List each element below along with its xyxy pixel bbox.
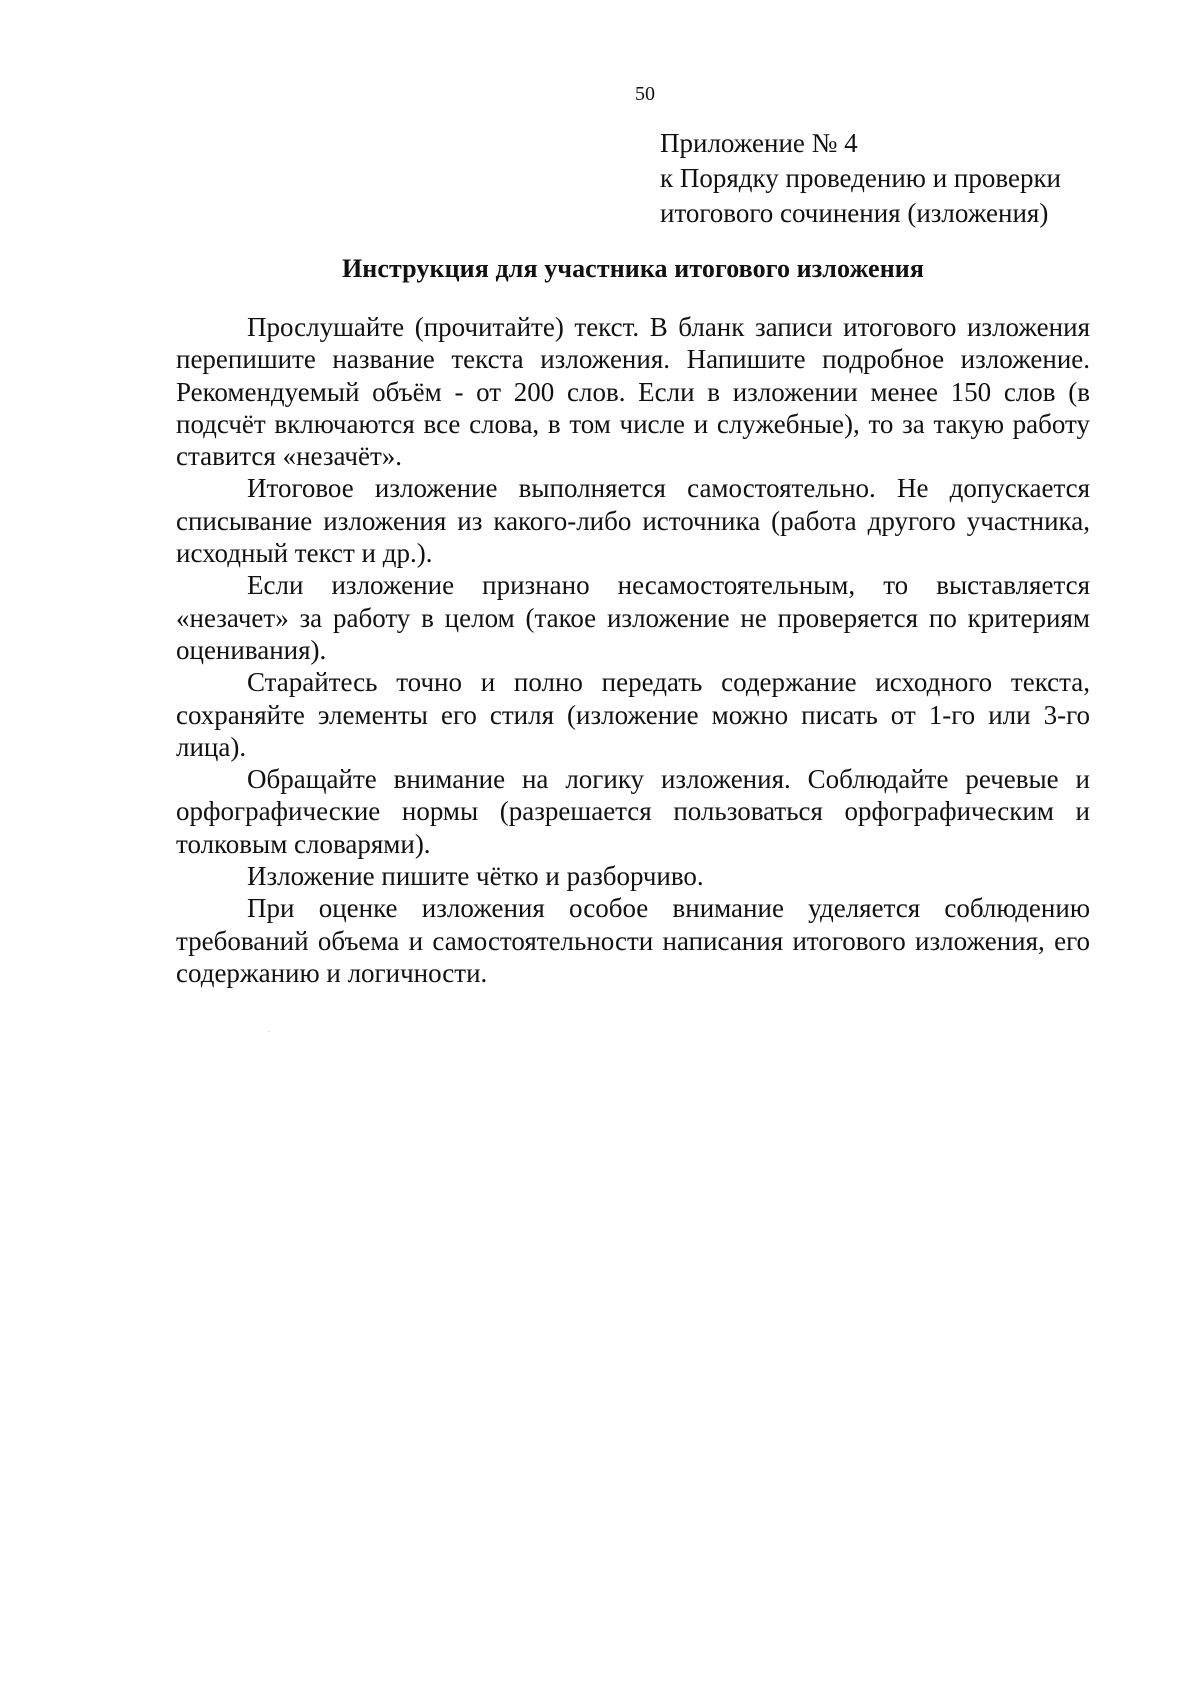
paragraph: Итоговое изложение выполняется самостоятельно. Не допускается списывание изложения из какого-либо источника (работа другого участника, исходный текст и др.). [176, 473, 1090, 569]
document-body [176, 311, 1090, 989]
paragraph: Старайтесь точно и полно передать содержание исходного текста, сохраняйте элементы его стиля (изложение можно писать от 1-го или 3-го лица). [176, 667, 1090, 762]
scan-speck [268, 1031, 270, 1032]
paragraph: Изложение пишите чётко и разборчиво. [247, 861, 704, 892]
paragraph: Прослушайте (прочитайте) текст. В бланк записи итогового изложения перепишите название текста изложения. Напишите подробное изложение. Рекомендуемый объём - от 200 слов. Если в изложении менее 150 слов (в подсчёт включаются все слова, в том числе и служебные), то за такую работу ставится «незачёт». [176, 312, 1090, 472]
annex-heading [660, 126, 1160, 231]
paragraph: Если изложение признано несамостоятельным, то выставляется «незачет» за работу в целом (такое изложение не проверяется по критериям оценивания). [176, 570, 1090, 665]
annex-subject: итогового сочинения (изложения) [660, 198, 1049, 228]
document-title: Инструкция для участника итогового изложения [341, 254, 925, 283]
annex-number: Приложение № 4 [660, 128, 858, 158]
annex-reference: к Порядку проведению и проверки [660, 163, 1062, 193]
paragraph: Обращайте внимание на логику изложения. Соблюдайте речевые и орфографические нормы (разрешается пользоваться орфографическим и толковым словарями). [176, 764, 1090, 859]
paragraph: При оценке изложения особое внимание уделяется соблюдению требований объема и самостоятельности написания итогового изложения, его содержанию и логичности. [176, 893, 1090, 988]
page-number: 50 [635, 83, 655, 105]
